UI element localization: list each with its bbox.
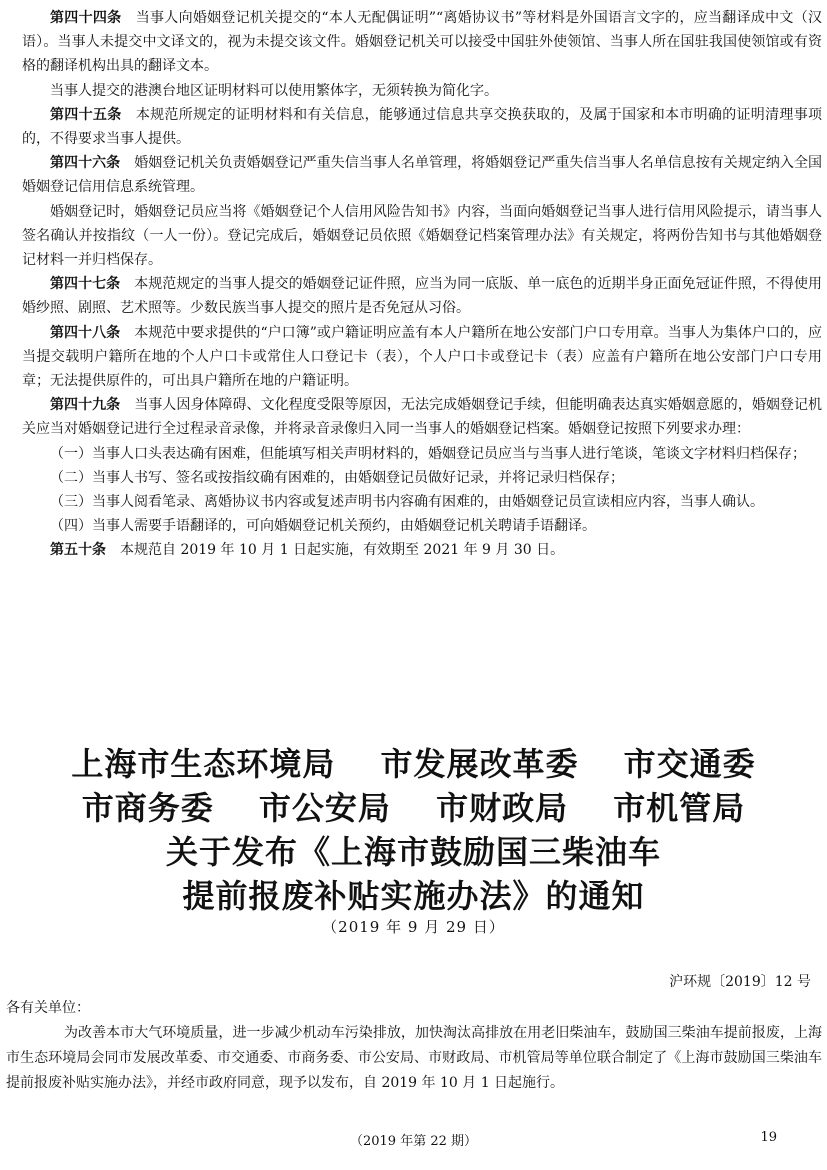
- article-text: 本规范自 2019 年 10 月 1 日起实施，有效期至 2021 年 9 月 30 日。: [120, 542, 565, 559]
- article-49-item-3: （三）当事人阅看笔录、离婚协议书内容或复述声明书内容确有困难的，由婚姻登记员宣读相应内容，当事人确认。: [50, 494, 764, 511]
- notice-paragraph: 为改善本市大气环境质量，进一步减少机动车污染排放，加快淘汰高排放在用老旧柴油车，鼓励国三柴油车提前报废，上海市生态环境局会同市发展改革委、市交通委、市商务委、市公安局、市财政局、市机管局等单位联合制定了《上海市鼓励国三柴油车提前报废补贴实施办法》，并经市政府同意，现予以发布，自 2019 年 10 月 1 日起施行。: [6, 1025, 822, 1091]
- article-text: 当事人向婚姻登记机关提交的“本人无配偶证明”“离婚协议书”等材料是外国语言文字的，应当翻译成中文（汉语）。当事人未提交中文译文的，视为未提交该文件。婚姻登记机关可以接受中国驻外使领馆、当事人所在国驻我国使领馆或有资格的翻译机构出具的翻译文本。: [22, 10, 822, 75]
- article-text: 本规范所规定的证明材料和有关信息，能够通过信息共享交换获取的，及属于国家和本市明确的证明清理事项的，不得要求当事人提供。: [22, 106, 823, 148]
- article-47: [22, 272, 822, 320]
- article-48: [22, 321, 822, 394]
- notice-title: [0, 742, 827, 918]
- article-44: [22, 6, 822, 79]
- article-46: [22, 151, 822, 199]
- article-49-item-2: （二）当事人书写、签名或按指纹确有困难的，由婚姻登记员做好记录，并将记录归档保存；: [50, 469, 624, 486]
- notice-title-line-2: 市商务委 市公安局 市财政局 市机管局: [81, 789, 746, 827]
- article-heading: 第四十五条: [50, 106, 122, 123]
- notice-title-line-3: 关于发布《上海市鼓励国三柴油车: [165, 833, 661, 871]
- article-46-paragraph-2: 婚姻登记时，婚姻登记员应当将《婚姻登记个人信用风险告知书》内容，当面向婚姻登记当事人进行信用风险提示，请当事人签名确认并按指纹（一人一份）。登记完成后，婚姻登记员依照《婚姻登记档案管理办法》有关规定，将两份告知书与其他婚姻登记材料一并归档保存。: [22, 203, 822, 269]
- article-text: 本规范中要求提供的“户口簿”或户籍证明应盖有本人户籍所在地公安部门户口专用章。当事人为集体户口的，应当提交载明户籍所在地的个人户口卡或常住人口登记卡（表），个人户口卡或登记卡（表）应盖有户籍所在地公安部门户口专用章；无法提供原件的，可出具户籍所在地的户籍证明。: [22, 324, 823, 390]
- article-45: [22, 103, 822, 151]
- article-text: 本规范规定的当事人提交的婚姻登记证件照，应当为同一底版、单一底色的近期半身正面免冠证件照，不得使用婚纱照、剧照、艺术照等。少数民族当事人提交的照片是否免冠从习俗。: [22, 276, 823, 317]
- article-49-item-1: （一）当事人口头表达确有困难，但能填写相关声明材料的，婚姻登记员应当与当事人进行笔谈，笔谈文字材料归档保存；: [50, 445, 806, 462]
- article-heading: 第四十八条: [50, 324, 121, 341]
- article-49-item-4: （四）当事人需要手语翻译的，可向婚姻登记机关预约，由婚姻登记机关聘请手语翻译。: [50, 518, 596, 535]
- page-number: 19: [760, 1130, 777, 1145]
- regulation-articles: [22, 6, 822, 563]
- article-text: 当事人因身体障碍、文化程度受限等原因，无法完成婚姻登记手续，但能明确表达真实婚姻意愿的，婚姻登记机关应当对婚姻登记进行全过程录音录像，并将录音录像归入同一当事人的婚姻登记档案。婚姻登记按照下列要求办理：: [22, 397, 823, 438]
- issue-label: （2019 年第 22 期）: [349, 1134, 478, 1149]
- article-heading: 第五十条: [50, 542, 106, 559]
- notice-date: （2019 年 9 月 29 日）: [322, 918, 505, 936]
- notice-title-line-1: 上海市生态环境局 市发展改革委 市交通委: [71, 745, 756, 783]
- document-number: 沪环规〔2019〕12 号: [669, 974, 811, 990]
- article-heading: 第四十七条: [50, 276, 121, 293]
- article-text: 婚姻登记机关负责婚姻登记严重失信当事人名单管理，将婚姻登记严重失信当事人名单信息按有关规定纳入全国婚姻登记信用信息系统管理。: [22, 155, 823, 196]
- article-50: [22, 538, 822, 562]
- article-heading: 第四十九条: [50, 397, 121, 414]
- notice-salutation: 各有关单位：: [6, 1000, 90, 1016]
- article-heading: 第四十四条: [50, 10, 122, 26]
- article-heading: 第四十六条: [50, 155, 121, 172]
- notice-body: [6, 996, 822, 1096]
- article-44-paragraph-2: 当事人提交的港澳台地区证明材料可以使用繁体字，无须转换为简化字。: [50, 82, 498, 99]
- article-49: [22, 393, 822, 441]
- notice-title-line-4: 提前报废补贴实施办法》的通知: [182, 877, 645, 915]
